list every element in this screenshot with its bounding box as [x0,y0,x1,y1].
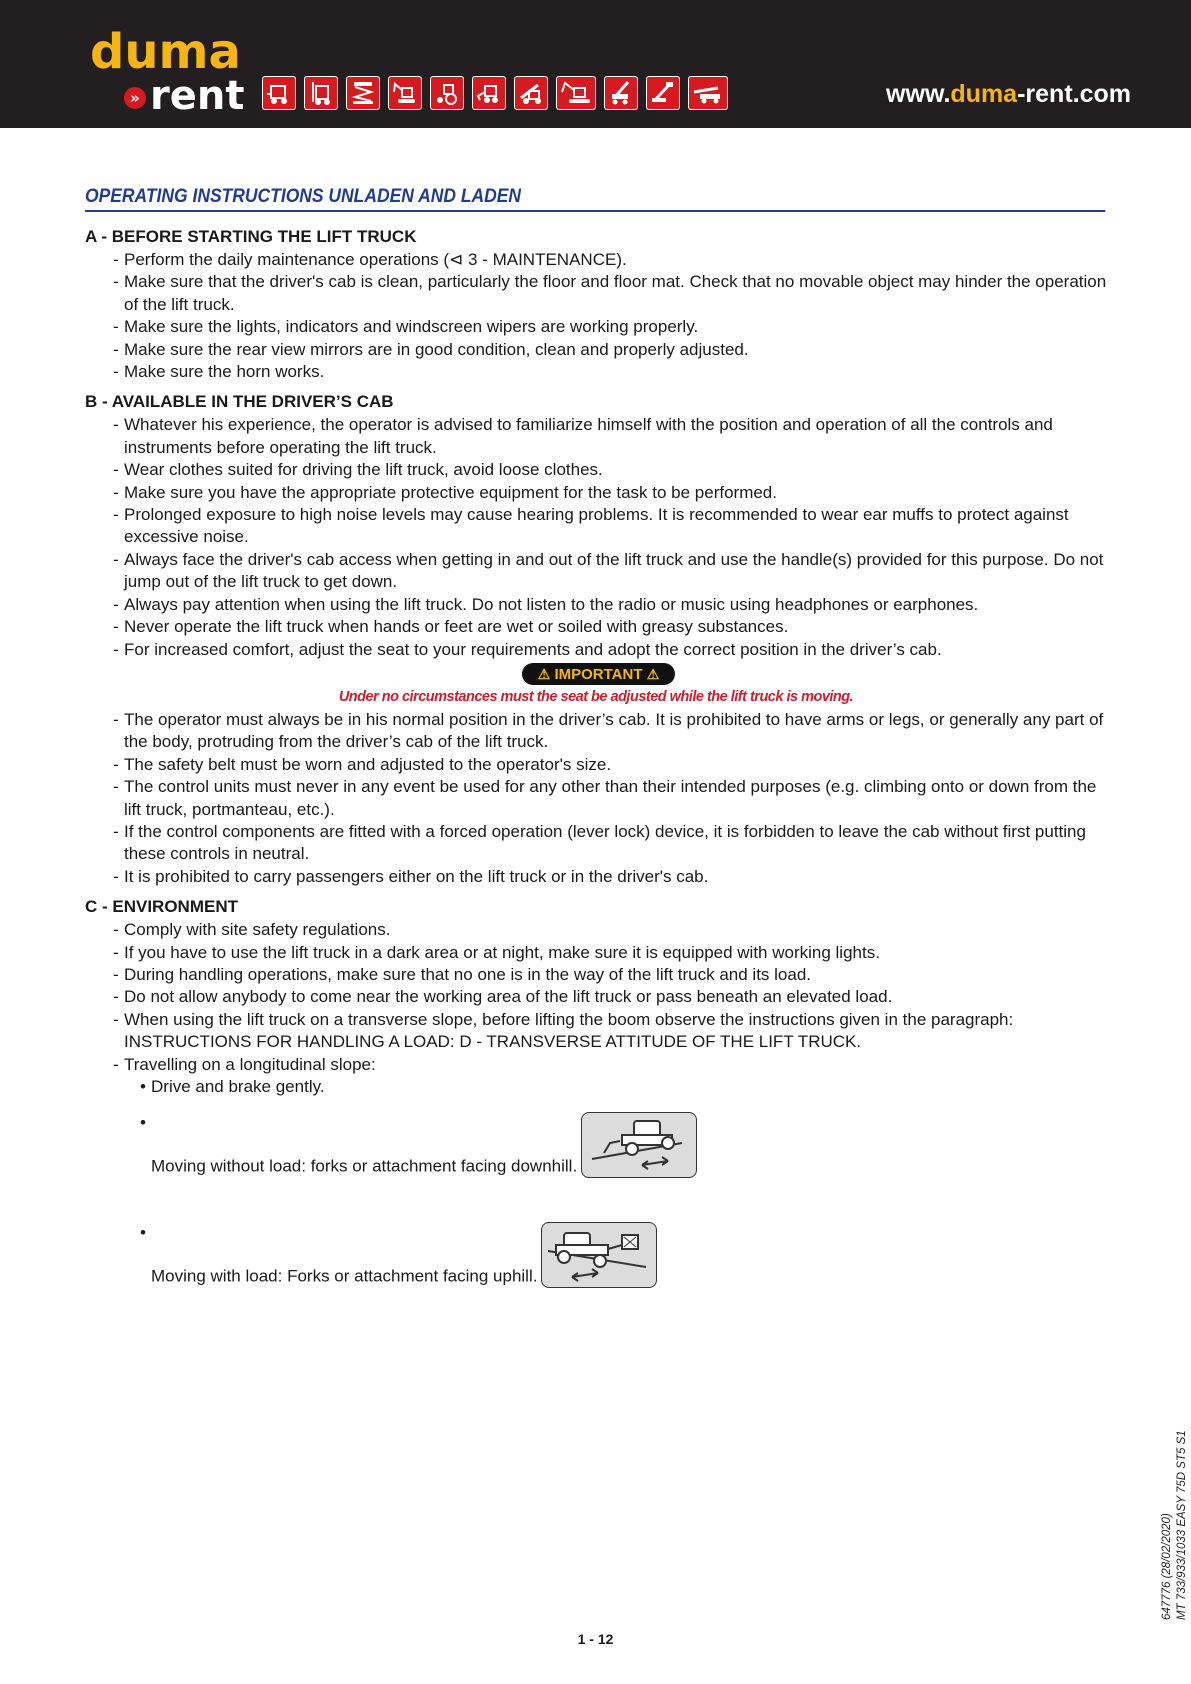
header-bar [0,0,1191,128]
logo-rent-text: rent [150,73,245,119]
list-item: - When using the lift truck on a transverse slope, before lifting the boom observe the instructions given in the paragraph: INSTRUCTIONS FOR HANDLING A LOAD: D - TRANSVERSE ATTITUDE OF THE LIFT TRUCK. [85,1009,1107,1054]
page-content [85,186,1107,1288]
important-badge [522,663,676,685]
skid-steer-icon [262,76,296,110]
list-item: - Comply with site safety regulations. [85,919,1107,941]
important-banner [85,663,1107,685]
section-a-heading: A - BEFORE STARTING THE LIFT TRUCK [85,227,417,246]
list-item: - Perform the daily maintenance operations (⊲ 3 - MAINTENANCE). [85,249,1107,271]
warning-icon: ⚠ [646,665,660,682]
downhill-unladen-pictogram [581,1112,697,1178]
list-item: - The control units must never in any event be used for any other than their intended purposes (e.g. climbing onto or down from the lift truck, portmanteau, etc.). [85,776,1107,821]
logo-rent [124,73,245,119]
list-item: - Travelling on a longitudinal slope: [85,1054,1107,1076]
list-item: - For increased comfort, adjust the seat to your requirements and adopt the correct position in the driver’s cab. [85,639,1107,661]
list-item: - Never operate the lift truck when hands or feet are wet or soiled with greasy substances. [85,616,1107,638]
doc-code-line1: 647776 (28/02/2020) [1161,1513,1173,1620]
section-b-list-after [85,709,1107,888]
bullet-text: Moving with load: Forks or attachment facing uphill. [151,1267,538,1286]
list-item: - Prolonged exposure to high noise levels may cause hearing problems. It is recommended to wear ear muffs to protect against excessive noise. [85,504,1107,549]
machine-icon-strip [262,76,728,110]
doc-code-line2: MT 733/933/1033 EASY 75D ST5 S1 [1176,1430,1188,1620]
list-item: - Make sure the horn works. [85,361,1107,383]
list-item: - It is prohibited to carry passengers either on the lift truck or in the driver's cab. [85,866,1107,888]
excavator-icon [556,76,596,110]
section-c-heading: C - ENVIRONMENT [85,897,238,917]
telehandler-icon [514,76,548,110]
important-text: Under no circumstances must the seat be adjusted while the lift truck is moving. [338,688,854,705]
logo-arrows-icon: » [124,87,146,109]
list-item: - If the control components are fitted with a forced operation (lever lock) device, it is forbidden to leave the cab without first putting these controls in neutral. [85,821,1107,866]
warning-icon: ⚠ [537,665,551,682]
boom-lift-icon [646,76,680,110]
uphill-laden-pictogram [541,1222,657,1288]
rough-terrain-crane-icon [604,76,638,110]
section-a-list [85,249,1107,383]
tractor-icon [430,76,464,110]
list-item: - Do not allow anybody to come near the working area of the lift truck or pass beneath an elevated load. [85,986,1107,1008]
bullet-item-uphill [85,1222,1107,1288]
truck-mounted-platform-icon [688,76,728,110]
page-number: 1 - 12 [577,1631,614,1647]
bullet-text: Moving without load: forks or attachment facing downhill. [151,1157,578,1176]
list-item: - During handling operations, make sure that no one is in the way of the lift truck and its load. [85,964,1107,986]
scissor-lift-icon [346,76,380,110]
logo-duma: duma [90,24,241,80]
list-item: - If you have to use the lift truck in a dark area or at night, make sure it is equipped with working lights. [85,942,1107,964]
list-item: - Make sure the lights, indicators and windscreen wipers are working properly. [85,316,1107,338]
website-url[interactable] [886,80,1131,109]
website-accent: duma [950,80,1018,108]
website-suffix: -rent.com [1017,80,1131,108]
mini-excavator-icon [388,76,422,110]
list-item: - Always face the driver's cab access when getting in and out of the lift truck and use the handle(s) provided for this purpose. Do not jump out of the lift truck to get down. [85,549,1107,594]
list-item: - Always pay attention when using the lift truck. Do not listen to the radio or music using headphones or earphones. [85,594,1107,616]
document-reference [1160,1430,1190,1620]
section-b-heading: B - AVAILABLE IN THE DRIVER’S CAB [85,392,394,412]
page-title: OPERATING INSTRUCTIONS UNLADEN AND LADEN [85,186,1105,212]
compact-loader-icon [472,76,506,110]
slope-bullets [85,1076,1107,1288]
list-item: - Make sure you have the appropriate protective equipment for the task to be performed. [85,482,1107,504]
important-label: IMPORTANT [554,665,643,683]
bullet-item-downhill [85,1112,1107,1178]
section-c-list [85,919,1107,1076]
list-item: - Make sure the rear view mirrors are in good condition, clean and properly adjusted. [85,339,1107,361]
list-item: - Whatever his experience, the operator is advised to familiarize himself with the position and operation of all the controls and instruments before operating the lift truck. [85,414,1107,459]
forklift-icon [304,76,338,110]
list-item: - The operator must always be in his normal position in the driver’s cab. It is prohibited to have arms or legs, or generally any part of the body, protruding from the driver’s cab of the lift truck. [85,709,1107,754]
section-b-list [85,414,1107,660]
list-item: - Make sure that the driver's cab is clean, particularly the floor and floor mat. Check that no movable object may hinder the operation of the lift truck. [85,271,1107,316]
list-item: - Wear clothes suited for driving the lift truck, avoid loose clothes. [85,459,1107,481]
bullet-item: • Drive and brake gently. [85,1076,1107,1098]
list-item: - The safety belt must be worn and adjusted to the operator's size. [85,754,1107,776]
website-prefix: www. [886,80,951,108]
